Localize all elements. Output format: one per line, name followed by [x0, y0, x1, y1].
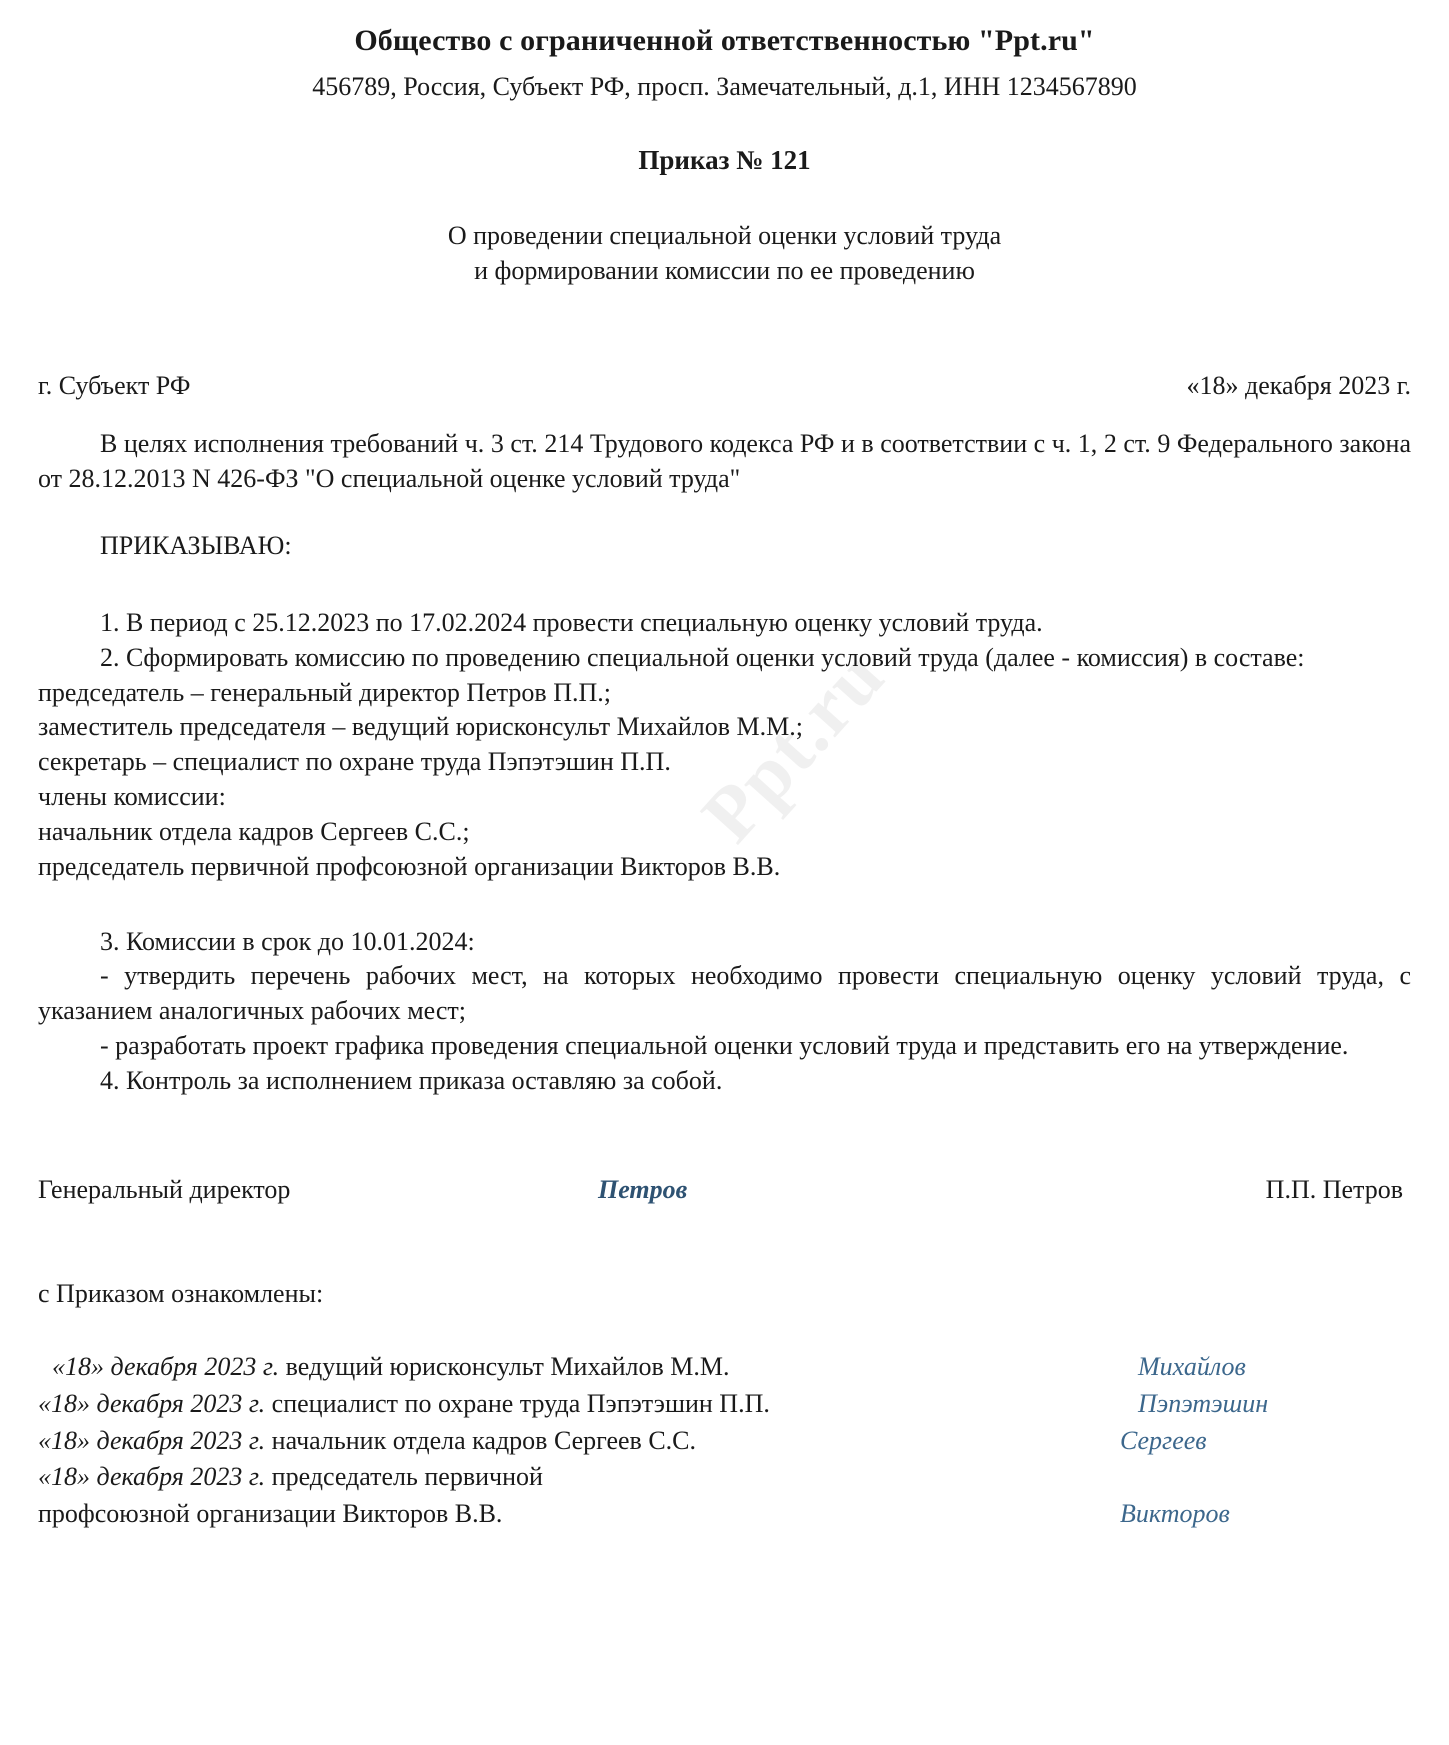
acknowledgement-date: «18» декабря 2023 г.	[52, 1351, 280, 1381]
commission-member-secretary: секретарь – специалист по охране труда Пэпэтэшин П.П.	[38, 747, 671, 777]
acknowledgement-signature: Сергеев	[1120, 1425, 1207, 1455]
acknowledgement-person-continued: профсоюзной организации Викторов В.В.	[38, 1499, 503, 1529]
subject-line-2: и формировании комиссии по ее проведению	[474, 255, 975, 285]
acknowledgement-row	[38, 1349, 1411, 1386]
order-item-3-sub-2: - разработать проект графика проведения специальной оценки условий труда и представить его на утверждение.	[100, 1031, 1349, 1061]
preamble-paragraph: В целях исполнения требований ч. 3 ст. 214 Трудового кодекса РФ и в соответствии с ч. 1, 2 ст. 9 Федерального закона от 28.12.2013 N 426-ФЗ "О специальной оценке условий труда"	[38, 429, 1411, 494]
acknowledgement-date: «18» декабря 2023 г.	[38, 1388, 266, 1418]
director-role: Генеральный директор	[38, 1174, 291, 1204]
place-date-row	[38, 371, 1411, 401]
acknowledgement-signature: Михайлов	[1138, 1351, 1246, 1381]
subject-line-1: О проведении специальной оценки условий труда	[447, 221, 1002, 251]
acknowledgement-title: с Приказом ознакомлены:	[38, 1278, 324, 1308]
watermark-ppt-ru: Ppt.ru	[684, 631, 901, 858]
acknowledgement-row-continuation	[38, 1496, 1411, 1533]
acknowledgement-row	[38, 1459, 1411, 1496]
acknowledgement-signature: Пэпэтэшин	[1138, 1388, 1269, 1418]
acknowledgement-person: специалист по охране труда Пэпэтэшин П.П.	[265, 1388, 770, 1418]
acknowledgement-text	[38, 1349, 1052, 1386]
organization-name: Общество с ограниченной ответственностью "Ppt.ru"	[354, 24, 1095, 57]
acknowledgement-date: «18» декабря 2023 г.	[38, 1462, 266, 1492]
acknowledgement-signature: Викторов	[1120, 1499, 1230, 1529]
order-item-1: 1. В период с 25.12.2023 по 17.02.2024 провести специальную оценку условий труда.	[100, 607, 1043, 637]
director-signature-row	[38, 1175, 1411, 1205]
acknowledgement-row	[38, 1386, 1411, 1423]
commission-member-deputy: заместитель председателя – ведущий юрисконсульт Михайлов М.М.;	[38, 712, 803, 742]
document-subject	[38, 219, 1411, 288]
commission-member-hr-head: начальник отдела кадров Сергеев С.С.;	[38, 816, 470, 846]
document-date: «18» декабря 2023 г.	[1186, 371, 1411, 401]
organization-address: 456789, Россия, Субъект РФ, просп. Замечательный, д.1, ИНН 1234567890	[312, 71, 1137, 101]
acknowledgement-person: председатель первичной	[265, 1462, 543, 1492]
order-item-3-sub-1: - утвердить перечень рабочих мест, на которых необходимо провести специальную оценку условий труда, с указанием аналогичных рабочих мест;	[38, 961, 1411, 1026]
acknowledgement-row	[38, 1423, 1411, 1460]
acknowledgement-person: начальник отдела кадров Сергеев С.С.	[265, 1425, 697, 1455]
director-signature-mark: Петров	[598, 1174, 688, 1204]
acknowledgement-person: ведущий юрисконсульт Михайлов М.М.	[279, 1351, 730, 1381]
order-item-4: 4. Контроль за исполнением приказа оставляю за собой.	[100, 1065, 723, 1095]
director-name: П.П. Петров	[1265, 1174, 1403, 1204]
commission-member-union-chair: председатель первичной профсоюзной организации Викторов В.В.	[38, 851, 781, 881]
spacer	[38, 885, 1411, 925]
order-keyword: ПРИКАЗЫВАЮ:	[100, 531, 292, 561]
document-number: Приказ № 121	[638, 145, 811, 176]
acknowledgement-date: «18» декабря 2023 г.	[38, 1425, 266, 1455]
commission-member-chairman: председатель – генеральный директор Петров П.П.;	[38, 677, 611, 707]
document-place: г. Субъект РФ	[38, 371, 191, 401]
order-item-2: 2. Сформировать комиссию по проведению специальной оценки условий труда (далее - комиссия) в составе:	[100, 642, 1305, 672]
order-item-3: 3. Комиссии в срок до 10.01.2024:	[100, 926, 475, 956]
commission-members-heading: члены комиссии:	[38, 782, 226, 812]
acknowledgement-text	[38, 1459, 1038, 1496]
acknowledgement-text	[38, 1423, 1038, 1460]
acknowledgement-text	[38, 1386, 1038, 1423]
acknowledgement-list	[38, 1349, 1411, 1534]
